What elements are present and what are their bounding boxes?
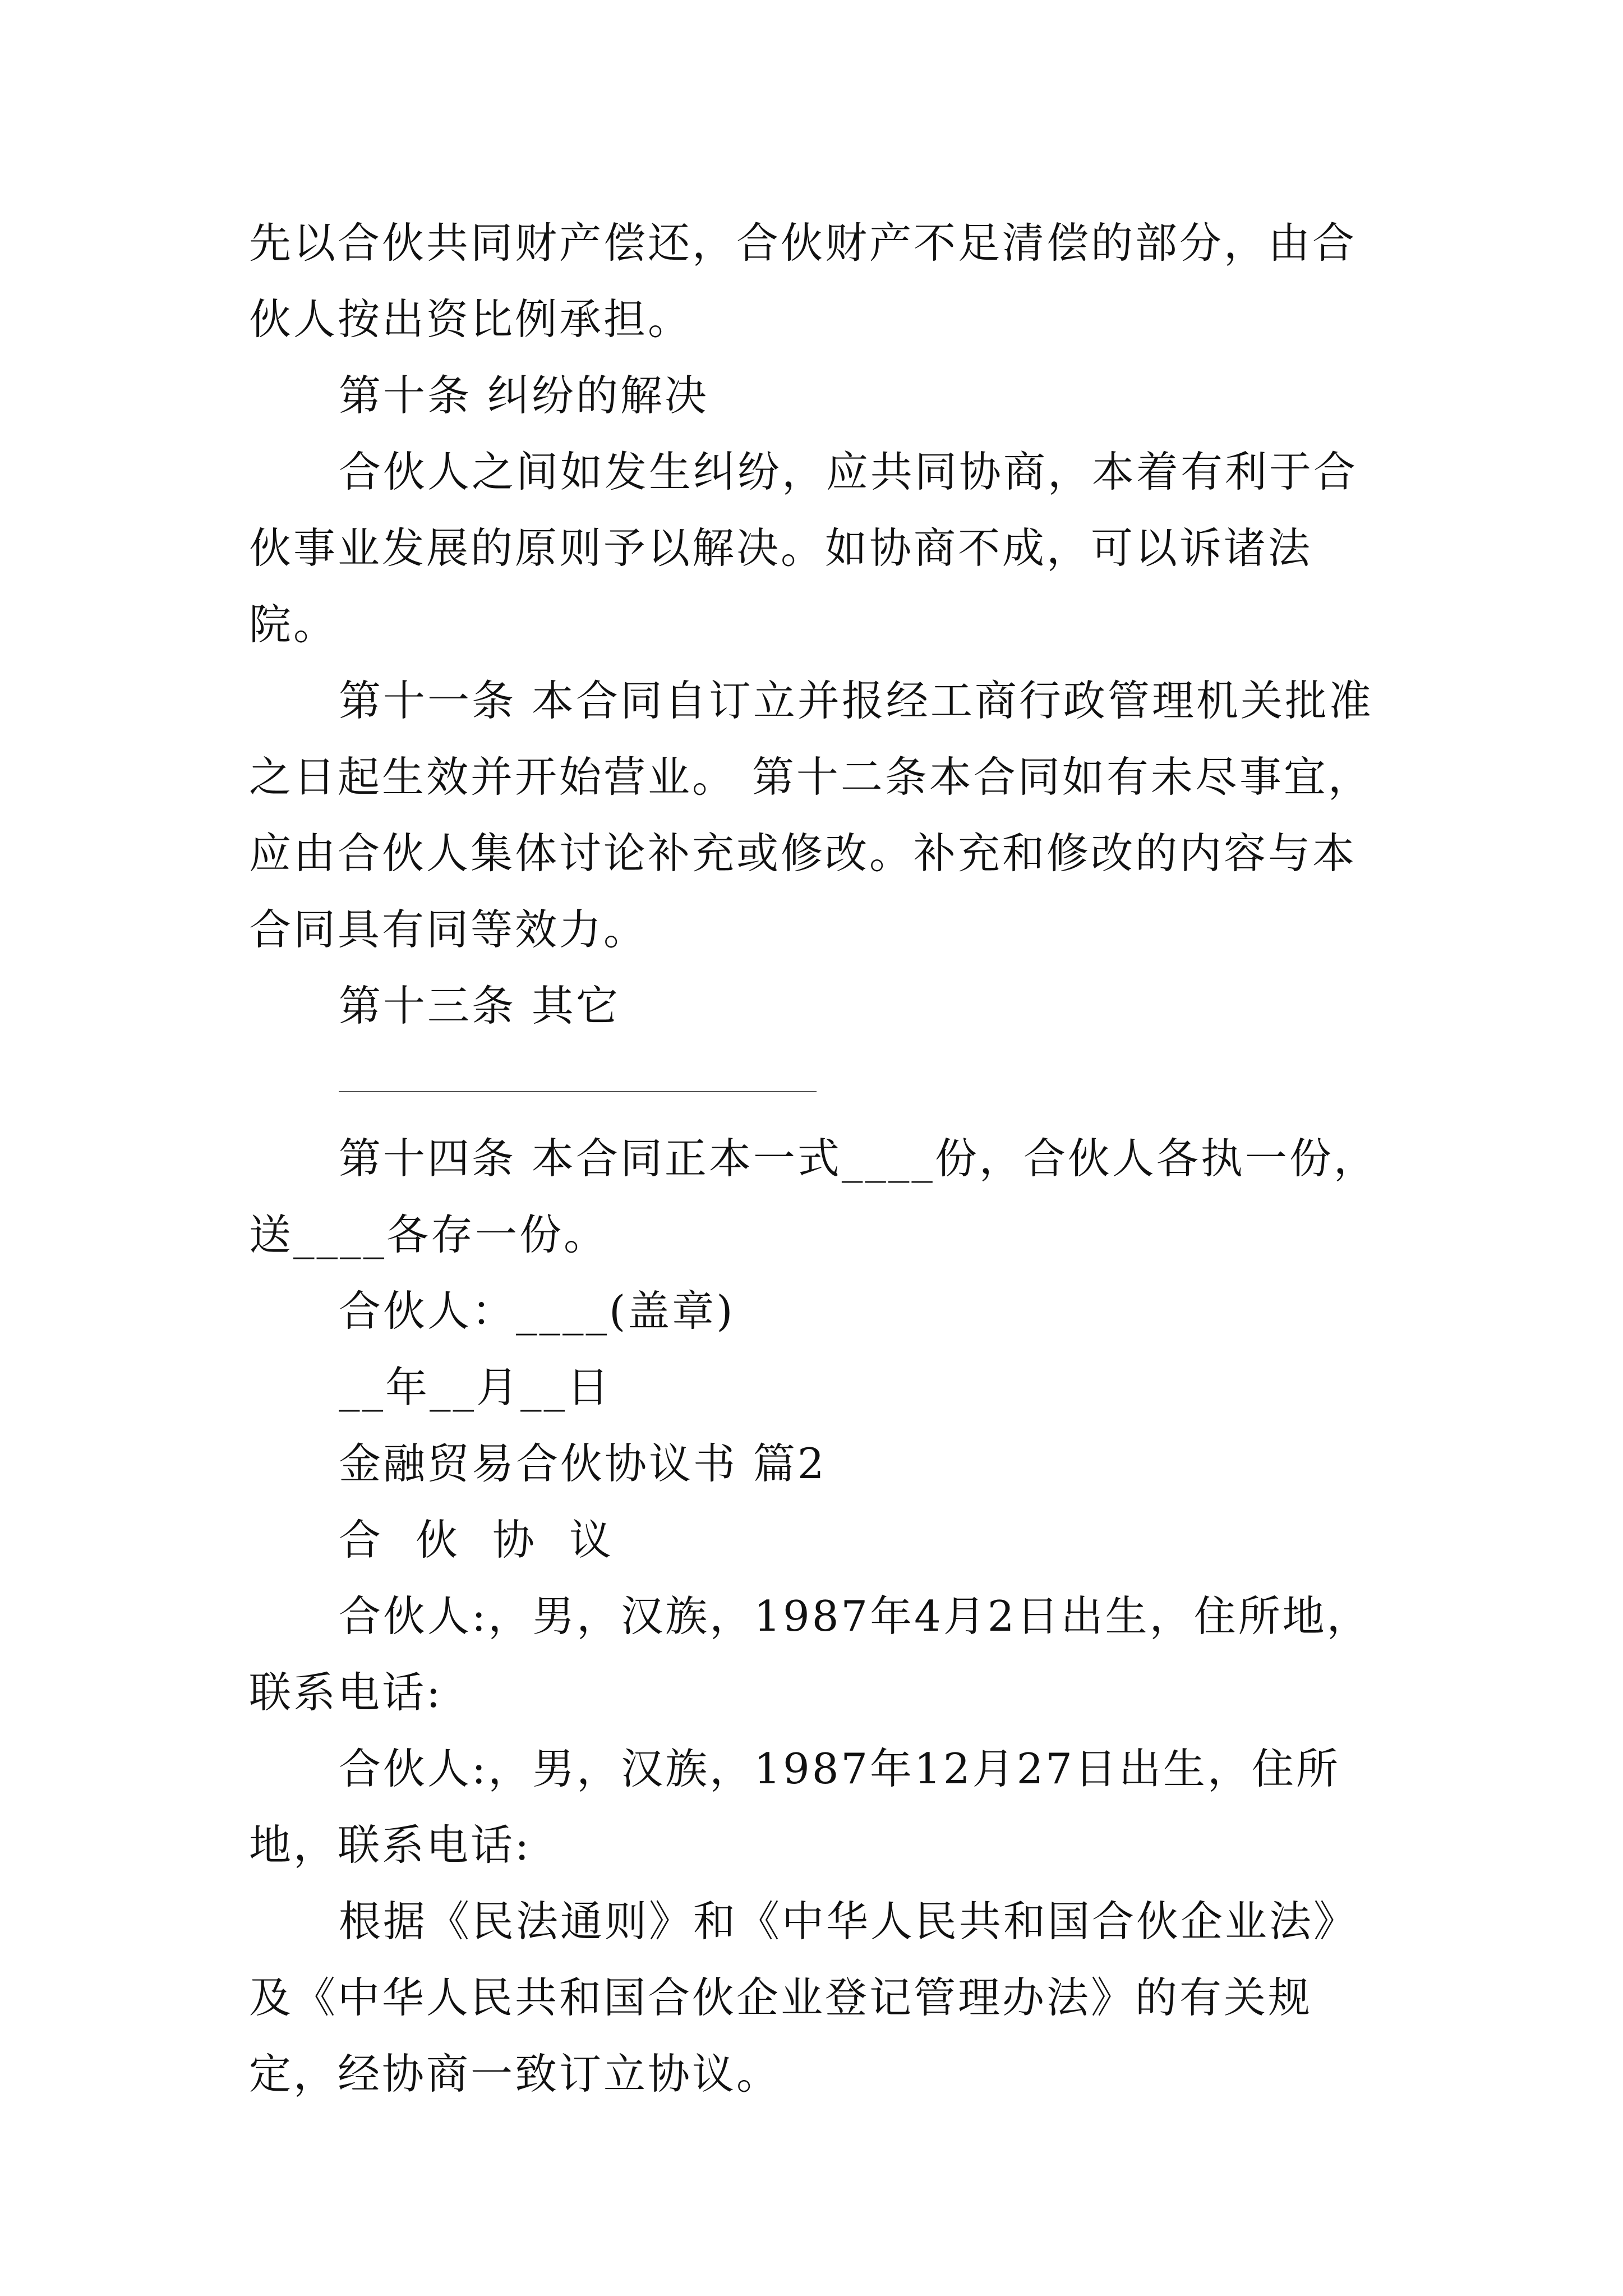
partner-1-info: 合伙人:，男，汉族，1987年4月2日出生，住所地，联系电话: (249, 1591, 1371, 1717)
section-title: 金融贸易合伙协议书 篇2 (339, 1439, 827, 1488)
paragraph-article-11-12: 第十一条 本合同自订立并报经工商行政管理机关批准之日起生效并开始营业。 第十二条本合同如有未尽事宜，应由合伙人集体讨论补充或修改。补充和修改的内容与本合同具有同等效力。 (249, 676, 1373, 954)
paragraph-repayment-continued: 先以合伙共同财产偿还，合伙财产不足清偿的部分，由合伙人按出资比例承担。 (249, 218, 1357, 344)
partner-2-info: 合伙人:，男，汉族，1987年12月27日出生，住所地，联系电话: (249, 1744, 1341, 1870)
partner-signature-line: 合伙人：____(盖章) (339, 1286, 735, 1336)
article-10-heading: 第十条 纠纷的解决 (339, 371, 709, 420)
paragraph-legal-basis: 根据《民法通则》和《中华人民共和国合伙企业法》及《中华人民共和国合伙企业登记管理办法》的有关规定，经协商一致订立协议。 (249, 1897, 1358, 2099)
agreement-heading: 合伙协议 (339, 1515, 647, 1565)
paragraph-dispute-resolution: 合伙人之间如发生纠纷，应共同协商，本着有利于合伙事业发展的原则予以解决。如协商不成，可以诉诸法院。 (249, 447, 1358, 649)
fill-in-blank-line (249, 1044, 1393, 1120)
date-line: __年__月__日 (339, 1363, 612, 1412)
article-13-heading: 第十三条 其它 (339, 981, 620, 1030)
blank-underline (339, 1091, 817, 1092)
document-body (249, 205, 1393, 2112)
paragraph-article-14: 第十四条 本合同正本一式____份，合伙人各执一份，送____各存一份。 (249, 1134, 1378, 1259)
